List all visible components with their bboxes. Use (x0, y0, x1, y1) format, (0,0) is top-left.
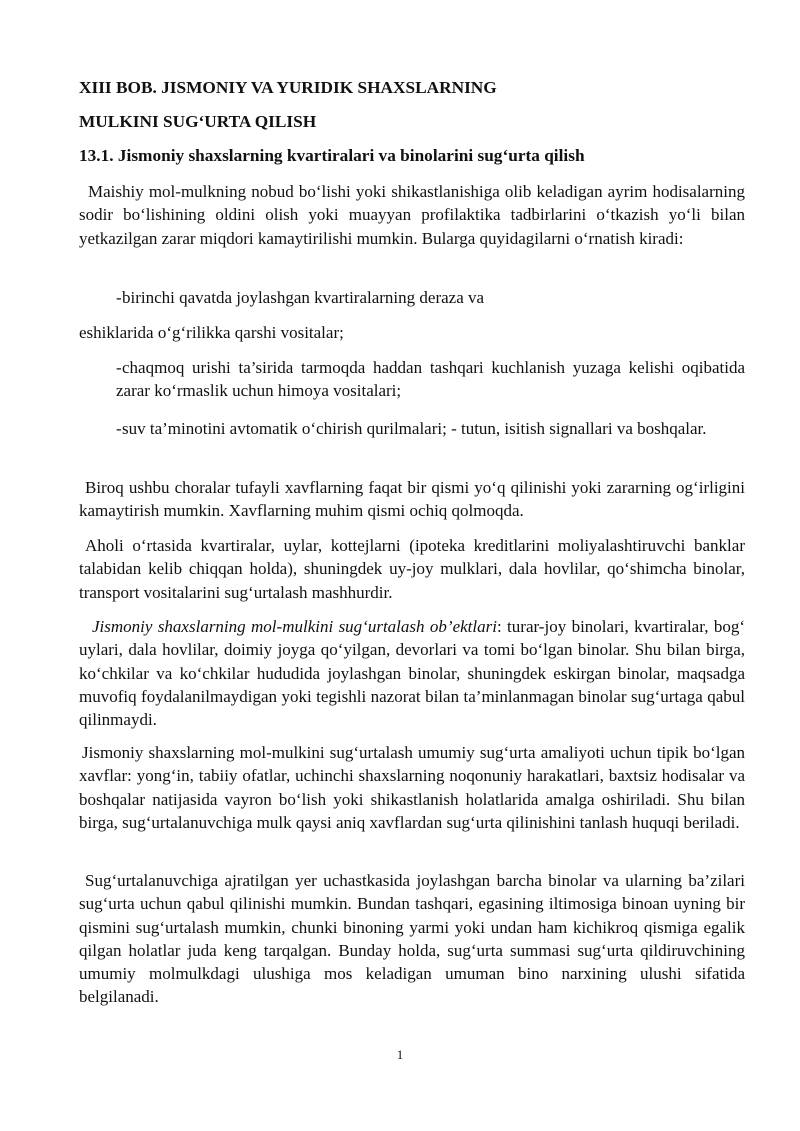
section-title: 13.1. Jismoniy shaxslarning kvartiralari va binolarini sug‘urta qilish (79, 146, 585, 165)
paragraph-land-plot: Sug‘urtalanuvchiga ajratilgan yer uchastkasida joylashgan barcha binolar va ularning ba’zilari sug‘urta uchun qabul qilinishi mumkin. Bundan tashqari, egasining iltimosiga binoan uyning bir qismini sug‘urtalash mumkin, chunki binoning yarmi yoki undan ham kichikroq qismiga egalik qilgan holatlar juda keng tarqalgan. Bunday holda, sug‘urta summasi sug‘urta qildiruvchining umumiy molmulkdagi ulushiga mos keladigan umuman bino narxining ulushi sifatida belgilanadi. (79, 871, 745, 1007)
page-number: 1 (396, 1047, 404, 1062)
emphasis-term: Jismoniy shaxslarning mol-mulkini sug‘urtalash ob’ektlari (92, 617, 497, 636)
list-item (116, 286, 745, 309)
paragraph-popular-insurance: Aholi o‘rtasida kvartiralar, uylar, kottejlarni (ipoteka kreditlarini moliyalashtiruvchi banklar talabidan kelib chiqqan holda), shuningdek uy-joy mulklari, dala hovlilar, qo‘shimcha binolar, transport vositalarini sug‘urtalash mashhurdir. (79, 536, 745, 602)
paragraph-typical-risks: Jismoniy shaxslarning mol-mulkini sug‘urtalash umumiy sug‘urta amaliyoti uchun tipik bo‘lgan xavflar: yong‘in, tabiiy ofatlar, uchinchi shaxslarning noqonuniy harakatlari, baxtsiz hodisalar va boshqalar natijasida vayron bo‘lish yoki shikastlanish holatlarida amalga oshiriladi. Shu bilan birga, sug‘urtalanuvchiga mulk qaysi aniq xavflardan sug‘urta qilinishini tanlash huquqi beriladi. (79, 743, 745, 832)
bullet-dash: - (116, 358, 122, 377)
bullet-dash: - (116, 419, 122, 438)
chapter-title-line-2: MULKINI SUG‘URTA QILISH (79, 112, 317, 131)
paragraph-text: : turar-joy binolari, kvartiralar, bog‘ uylari, dala hovlilar, doimiy joyga qo‘yilgan, devorlari va tomi bo‘lgan binolar. Shu bilan birga, ko‘chkilar va ko‘chkilar hududida joylashgan binolar, shuningdek eskirgan binolar, maqsadga muvofiq foydalanilmaydigan yoki tegishli nazorat bilan ta’minlanmagan binolar sug‘urtaga qabul qilinmaydi. (79, 617, 745, 730)
list-item (116, 356, 745, 403)
bullet-dash: - (116, 288, 122, 307)
list-item-text: birinchi qavatda joylashgan kvartiralarning deraza va (122, 288, 485, 307)
list-item-continuation: eshiklarida o‘g‘rilikka qarshi vositalar; (79, 323, 344, 342)
paragraph-insurance-objects (79, 615, 745, 731)
paragraph-measures: Biroq ushbu choralar tufayli xavflarning faqat bir qismi yo‘q qilinishi yoki zararning og‘irligini kamaytirish mumkin. Xavflarning muhim qismi ochiq qolmoqda. (79, 478, 745, 521)
chapter-title-line-1: XIII BOB. JISMONIY VA YURIDIK SHAXSLARNING (79, 78, 497, 97)
list-item-text: suv ta’minotini avtomatik o‘chirish qurilmalari; - tutun, isitish signallari va boshqalar. (122, 419, 707, 438)
list-item-text: chaqmoq urishi ta’sirida tarmoqda haddan tashqari kuchlanish yuzaga kelishi oqibatida zarar ko‘rmaslik uchun himoya vositalari; (116, 358, 745, 401)
paragraph-intro: Maishiy mol-mulkning nobud bo‘lishi yoki shikastlanishiga olib keladigan ayrim hodisalarning sodir bo‘lishining oldini olish yoki muayyan profilaktika tadbirlarini o‘tkazish yo‘li bilan yetkazilgan zarar miqdori kamaytirilishi mumkin. Bularga quyidagilarni o‘rnatish kiradi: (79, 182, 745, 248)
list-item (116, 417, 745, 440)
